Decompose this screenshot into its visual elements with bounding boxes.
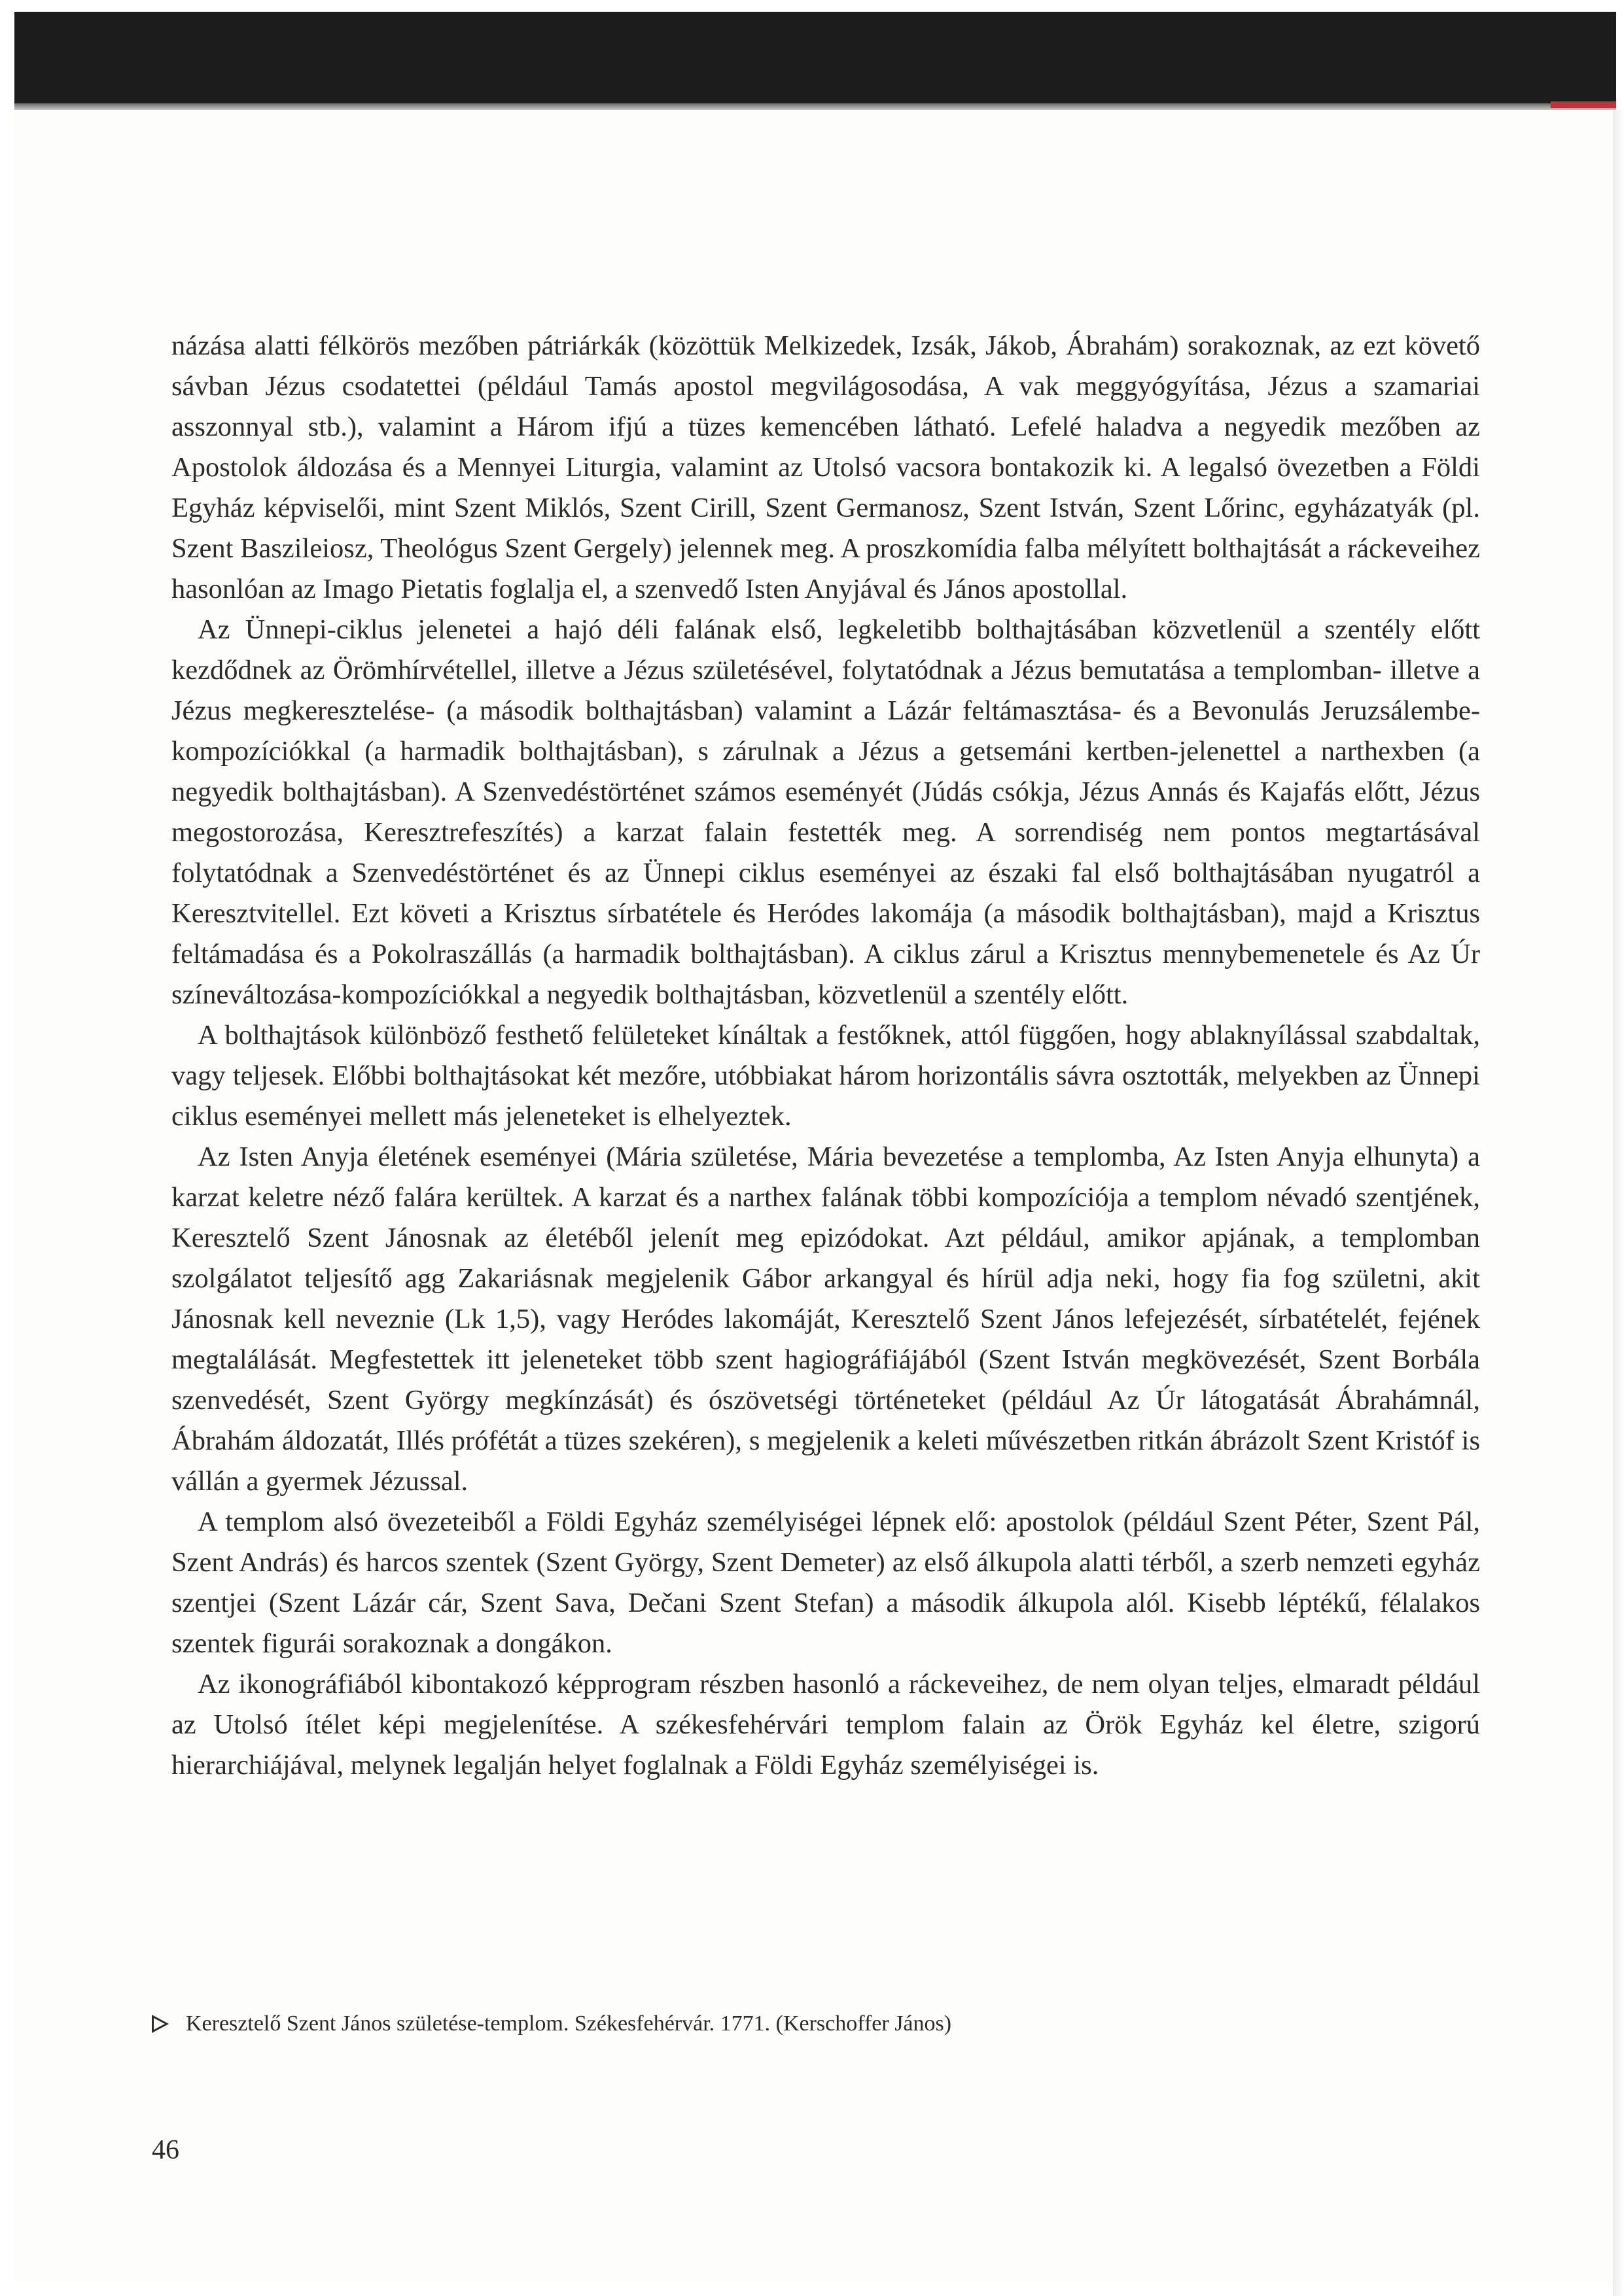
caption-text: Keresztelő Szent János születése-templom. Székesfehérvár. 1771. (Kerschoffer János) — [186, 2011, 952, 2036]
paragraph: A bolthajtások különböző festhető felületeket kínáltak a festőknek, attól függően, hogy ablaknyílással szabdaltak, vagy teljesek. Előbbi bolthajtásokat két mezőre, utóbbiakat három horizontális sávra osztották, melyekben az Ünnepi ciklus eseményei mellett más jeleneteket is elhelyeztek. — [171, 1020, 1480, 1132]
paragraph: názása alatti félkörös mezőben pátriárkák (közöttük Melkizedek, Izsák, Jákob, Ábrahám) sorakoznak, az ezt követő sávban Jézus csodatettei (például Tamás apostol megvilágosodása, A vak meggyógyítása, Jézus a szamariai asszonnyal stb.), valamint a Három ifjú a tüzes kemencében látható. Lefelé haladva a negyedik mezőben az Apostolok áldozása és a Mennyei Liturgia, valamint az Utolsó vacsora bontakozik ki. A legalsó övezetben a Földi Egyház képviselői, mint Szent Miklós, Szent Cirill, Szent Germanosz, Szent István, Szent Lőrinc, egyházatyák (pl. Szent Baszileiosz, Theológus Szent Gergely) jelennek meg. A proszkomídia falba mélyített bolthajtását a ráckeveihez hasonlóan az Imago Pietatis foglalja el, a szenvedő Isten Anyjával és János apostollal. — [171, 330, 1480, 604]
figure-caption — [152, 2009, 1395, 2038]
triangle-pointer-icon — [152, 2015, 169, 2033]
red-cover-edge — [1551, 101, 1616, 108]
paragraph: Az Isten Anyja életének eseményei (Mária születése, Mária bevezetése a templomba, Az Isten Anyja elhunyta) a karzat keletre néző falára kerültek. A karzat és a narthex falának többi kompozíciója a templom névadó szentjének, Keresztelő Szent Jánosnak az életéből jelenít meg epizódokat. Azt például, amikor apjának, a templomban szolgálatot teljesítő agg Zakariásnak megjelenik Gábor arkangyal és hírül adja neki, hogy fia fog születni, akit Jánosnak kell neveznie (Lk 1,5), vagy Heródes lakomáját, Keresztelő Szent János lefejezését, sírbatételét, fejének megtalálását. Megfestettek itt jeleneteket több szent hagiográfiájából (Szent István megkövezését, Szent Borbála szenvedését, Szent György megkínzását) és ószövetségi történeteket (például Az Úr látogatását Ábrahámnál, Ábrahám áldozatát, Illés prófétát a tüzes szekéren), s megjelenik a keleti művészetben ritkán ábrázolt Szent Kristóf is vállán a gyermek Jézussal. — [171, 1141, 1480, 1497]
page-number: 46 — [152, 2135, 179, 2165]
body-text — [171, 326, 1480, 1786]
paragraph: A templom alsó övezeteiből a Földi Egyház személyiségei lépnek elő: apostolok (például Szent Péter, Szent Pál, Szent András) és harcos szentek (Szent György, Szent Demeter) az első álkupola alatti térből, a szerb nemzeti egyház szentjei (Szent Lázár cár, Szent Sava, Dečani Szent Stefan) a második álkupola alól. Kisebb léptékű, félalakos szentek figurái sorakoznak a dongákon. — [171, 1506, 1480, 1659]
book-cover-edge — [14, 12, 1616, 107]
paragraph: Az Ünnepi-ciklus jelenetei a hajó déli falának első, legkeletibb bolthajtásában közvetlenül a szentély előtt kezdődnek az Örömhírvétellel, illetve a Jézus születésével, folytatódnak a Jézus bemutatása a templomban- illetve a Jézus megkeresztelése- (a második bolthajtásban) valamint a Lázár feltámasztása- és a Bevonulás Jeruzsálembe-kompozíciókkal (a harmadik bolthajtásban), s zárulnak a Jézus a getsemáni kertben-jelenettel a narthexben (a negyedik bolthajtásban). A Szenvedéstörténet számos eseményét (Júdás csókja, Jézus Annás és Kajafás előtt, Jézus megostorozása, Keresztrefeszítés) a karzat falain festették meg. A sorrendiség nem pontos megtartásával folytatódnak a Szenvedéstörténet és az Ünnepi ciklus eseményei az északi fal első bolthajtásában nyugatról a Keresztvitellel. Ezt követi a Krisztus sírbatétele és Heródes lakomája (a második bolthajtásban), majd a Krisztus feltámadása és a Pokolraszállás (a harmadik bolthajtásban). A ciklus zárul a Krisztus mennybemenetele és Az Úr színeváltozása-kompozíciókkal a negyedik bolthajtásban, közvetlenül a szentély előtt. — [171, 614, 1480, 1010]
page-right-shadow — [1613, 110, 1624, 2296]
paragraph: Az ikonográfiából kibontakozó képprogram részben hasonló a ráckeveihez, de nem olyan teljes, elmaradt például az Utolsó ítélet képi megjelenítése. A székesfehérvári templom falain az Örök Egyház kel életre, szigorú hierarchiájával, melynek legalján helyet foglalnak a Földi Egyház személyiségei is. — [171, 1669, 1480, 1781]
